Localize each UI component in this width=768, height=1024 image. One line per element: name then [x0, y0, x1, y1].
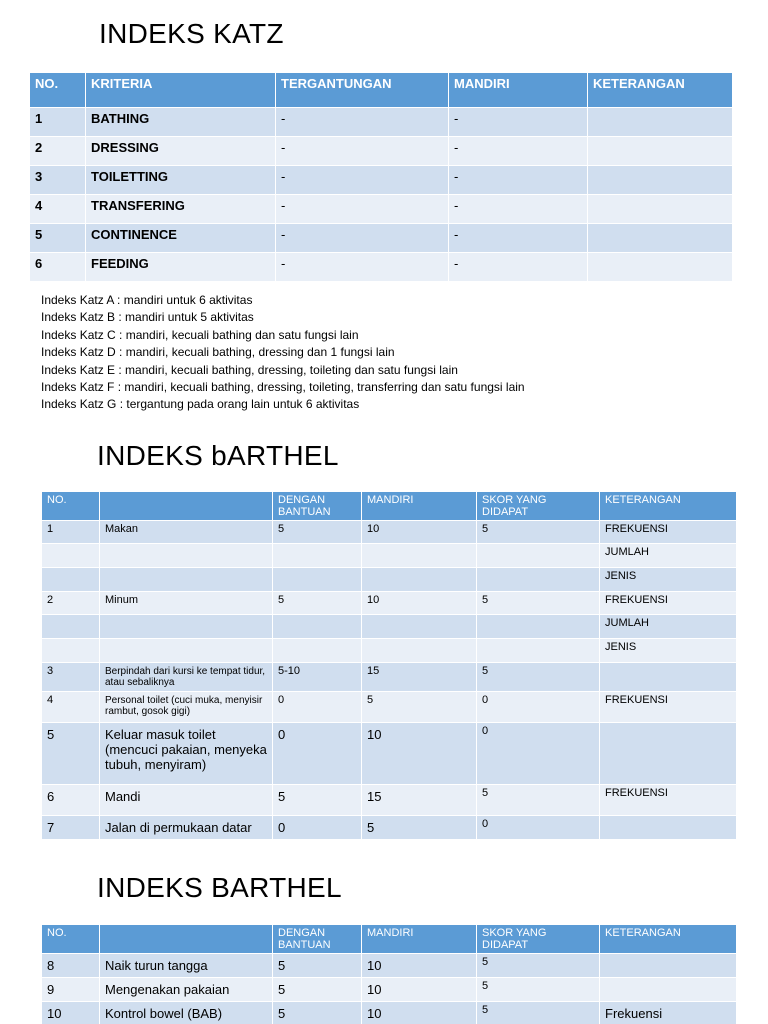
- cell-tergantungan: -: [276, 195, 449, 224]
- cell-mandiri: 5: [362, 692, 477, 723]
- table-row: [42, 785, 737, 816]
- header-dengan-bantuan: DENGAN BANTUAN: [273, 492, 362, 521]
- cell-skor: 5: [477, 785, 600, 816]
- cell-no: 2: [30, 137, 86, 166]
- table-row: [42, 639, 737, 663]
- cell-item: Mandi: [100, 785, 273, 816]
- cell-keterangan: FREKUENSI: [600, 692, 737, 723]
- note-line: Indeks Katz F : mandiri, kecuali bathing, dressing, toileting, transferring dan satu fungsi lain: [41, 380, 525, 395]
- cell-keterangan: [600, 816, 737, 840]
- cell-kriteria: TRANSFERING: [86, 195, 276, 224]
- cell-item: Naik turun tangga: [100, 954, 273, 978]
- header-skor: SKOR YANG DIDAPAT: [477, 492, 600, 521]
- note-line: Indeks Katz D : mandiri, kecuali bathing, dressing dan 1 fungsi lain: [41, 345, 395, 360]
- cell-keterangan: JUMLAH: [600, 615, 737, 639]
- barthel-table-1: [41, 491, 737, 840]
- cell-mandiri: [362, 615, 477, 639]
- barthel1-title: INDEKS bARTHEL: [97, 440, 339, 471]
- header-mandiri: MANDIRI: [449, 73, 588, 108]
- cell-no: 3: [42, 663, 100, 692]
- cell-no: 10: [42, 1002, 100, 1024]
- header-keterangan: KETERANGAN: [600, 925, 737, 954]
- cell-mandiri: -: [449, 224, 588, 253]
- barthel1-header-row: [42, 492, 737, 521]
- cell-keterangan: FREKUENSI: [600, 592, 737, 615]
- table-row: [42, 978, 737, 1002]
- note-line: Indeks Katz G : tergantung pada orang lain untuk 6 aktivitas: [41, 397, 360, 412]
- cell-item: [100, 639, 273, 663]
- table-row: [42, 816, 737, 840]
- cell-skor: 5: [477, 1002, 600, 1024]
- cell-skor: 0: [477, 816, 600, 840]
- cell-no: 8: [42, 954, 100, 978]
- cell-keterangan: [600, 954, 737, 978]
- cell-item: [100, 544, 273, 568]
- cell-mandiri: 15: [362, 785, 477, 816]
- cell-skor: [477, 615, 600, 639]
- header-no: NO.: [30, 73, 86, 108]
- cell-kriteria: CONTINENCE: [86, 224, 276, 253]
- header-item: [100, 925, 273, 954]
- cell-skor: [477, 639, 600, 663]
- cell-mandiri: [362, 568, 477, 592]
- cell-mandiri: [362, 544, 477, 568]
- cell-skor: 0: [477, 723, 600, 785]
- table-row: [42, 544, 737, 568]
- cell-keterangan: JENIS: [600, 568, 737, 592]
- cell-skor: 5: [477, 521, 600, 544]
- cell-dengan-bantuan: [273, 639, 362, 663]
- cell-keterangan: [600, 723, 737, 785]
- cell-dengan-bantuan: 0: [273, 723, 362, 785]
- cell-dengan-bantuan: 5: [273, 1002, 362, 1024]
- cell-keterangan: Frekuensi: [600, 1002, 737, 1024]
- cell-item: Berpindah dari kursi ke tempat tidur, atau sebaliknya: [100, 663, 273, 692]
- cell-skor: [477, 568, 600, 592]
- cell-dengan-bantuan: 0: [273, 816, 362, 840]
- cell-no: 9: [42, 978, 100, 1002]
- barthel2-title: INDEKS BARTHEL: [97, 872, 342, 903]
- cell-mandiri: 15: [362, 663, 477, 692]
- cell-dengan-bantuan: 5: [273, 978, 362, 1002]
- table-row: [42, 1002, 737, 1024]
- cell-tergantungan: -: [276, 137, 449, 166]
- cell-dengan-bantuan: 5-10: [273, 663, 362, 692]
- cell-no: 6: [42, 785, 100, 816]
- cell-item: Makan: [100, 521, 273, 544]
- cell-no: [42, 639, 100, 663]
- cell-no: 5: [42, 723, 100, 785]
- note-line: Indeks Katz A : mandiri untuk 6 aktivitas: [41, 293, 253, 307]
- table-row: [30, 195, 733, 224]
- cell-no: 6: [30, 253, 86, 282]
- header-mandiri: MANDIRI: [362, 925, 477, 954]
- cell-keterangan: [588, 166, 733, 195]
- cell-item: Keluar masuk toilet (mencuci pakaian, menyeka tubuh, menyiram): [100, 723, 273, 785]
- cell-keterangan: FREKUENSI: [600, 785, 737, 816]
- cell-skor: 5: [477, 592, 600, 615]
- cell-mandiri: 5: [362, 816, 477, 840]
- table-row: [42, 954, 737, 978]
- table-row: [42, 692, 737, 723]
- header-item: [100, 492, 273, 521]
- header-dengan-bantuan: DENGAN BANTUAN: [273, 925, 362, 954]
- katz-notes: [41, 292, 525, 414]
- cell-skor: [477, 544, 600, 568]
- cell-kriteria: BATHING: [86, 108, 276, 137]
- cell-keterangan: [588, 224, 733, 253]
- cell-no: [42, 615, 100, 639]
- cell-item: Jalan di permukaan datar: [100, 816, 273, 840]
- cell-skor: 5: [477, 663, 600, 692]
- katz-title: INDEKS KATZ: [99, 18, 284, 49]
- cell-keterangan: [600, 663, 737, 692]
- header-tergantungan: TERGANTUNGAN: [276, 73, 449, 108]
- cell-item: [100, 615, 273, 639]
- cell-item: Minum: [100, 592, 273, 615]
- cell-mandiri: -: [449, 253, 588, 282]
- cell-keterangan: [588, 253, 733, 282]
- header-mandiri: MANDIRI: [362, 492, 477, 521]
- cell-kriteria: DRESSING: [86, 137, 276, 166]
- table-row: [42, 723, 737, 785]
- header-kriteria: KRITERIA: [86, 73, 276, 108]
- cell-tergantungan: -: [276, 253, 449, 282]
- table-row: [42, 663, 737, 692]
- cell-dengan-bantuan: [273, 568, 362, 592]
- cell-tergantungan: -: [276, 108, 449, 137]
- cell-keterangan: [600, 978, 737, 1002]
- header-no: NO.: [42, 492, 100, 521]
- cell-skor: 0: [477, 692, 600, 723]
- cell-mandiri: -: [449, 166, 588, 195]
- note-line: Indeks Katz C : mandiri, kecuali bathing dan satu fungsi lain: [41, 327, 359, 342]
- table-row: [30, 224, 733, 253]
- cell-dengan-bantuan: 5: [273, 521, 362, 544]
- cell-kriteria: FEEDING: [86, 253, 276, 282]
- cell-no: 1: [42, 521, 100, 544]
- cell-no: 2: [42, 592, 100, 615]
- table-row: [30, 108, 733, 137]
- header-skor: SKOR YANG DIDAPAT: [477, 925, 600, 954]
- cell-no: 3: [30, 166, 86, 195]
- cell-keterangan: FREKUENSI: [600, 521, 737, 544]
- cell-keterangan: JUMLAH: [600, 544, 737, 568]
- cell-item: [100, 568, 273, 592]
- cell-dengan-bantuan: [273, 544, 362, 568]
- cell-dengan-bantuan: 0: [273, 692, 362, 723]
- cell-keterangan: JENIS: [600, 639, 737, 663]
- cell-mandiri: -: [449, 195, 588, 224]
- cell-kriteria: TOILETTING: [86, 166, 276, 195]
- cell-item: Mengenakan pakaian: [100, 978, 273, 1002]
- cell-tergantungan: -: [276, 224, 449, 253]
- header-no: NO.: [42, 925, 100, 954]
- note-line: Indeks Katz B : mandiri untuk 5 aktivitas: [41, 310, 254, 325]
- cell-no: 1: [30, 108, 86, 137]
- cell-mandiri: 10: [362, 954, 477, 978]
- header-keterangan: KETERANGAN: [588, 73, 733, 108]
- barthel-table-2: [41, 924, 737, 1024]
- table-row: [42, 615, 737, 639]
- cell-keterangan: [588, 195, 733, 224]
- cell-mandiri: [362, 639, 477, 663]
- cell-tergantungan: -: [276, 166, 449, 195]
- cell-mandiri: -: [449, 137, 588, 166]
- cell-item: Personal toilet (cuci muka, menyisir rambut, gosok gigi): [100, 692, 273, 723]
- table-row: [30, 253, 733, 282]
- cell-keterangan: [588, 137, 733, 166]
- cell-dengan-bantuan: 5: [273, 785, 362, 816]
- cell-keterangan: [588, 108, 733, 137]
- katz-header-row: [30, 73, 733, 108]
- cell-no: 7: [42, 816, 100, 840]
- cell-no: [42, 544, 100, 568]
- cell-no: 4: [30, 195, 86, 224]
- table-row: [30, 137, 733, 166]
- cell-mandiri: -: [449, 108, 588, 137]
- cell-dengan-bantuan: [273, 615, 362, 639]
- cell-dengan-bantuan: 5: [273, 954, 362, 978]
- table-row: [42, 568, 737, 592]
- cell-no: [42, 568, 100, 592]
- cell-item: Kontrol bowel (BAB): [100, 1002, 273, 1024]
- table-row: [42, 592, 737, 615]
- cell-mandiri: 10: [362, 723, 477, 785]
- barthel2-header-row: [42, 925, 737, 954]
- cell-dengan-bantuan: 5: [273, 592, 362, 615]
- note-line: Indeks Katz E : mandiri, kecuali bathing, dressing, toileting dan satu fungsi lain: [41, 362, 458, 377]
- cell-mandiri: 10: [362, 592, 477, 615]
- table-row: [30, 166, 733, 195]
- cell-skor: 5: [477, 954, 600, 978]
- cell-mandiri: 10: [362, 1002, 477, 1024]
- cell-no: 4: [42, 692, 100, 723]
- cell-no: 5: [30, 224, 86, 253]
- katz-table: [29, 72, 733, 282]
- cell-mandiri: 10: [362, 978, 477, 1002]
- cell-mandiri: 10: [362, 521, 477, 544]
- table-row: [42, 521, 737, 544]
- header-keterangan: KETERANGAN: [600, 492, 737, 521]
- cell-skor: 5: [477, 978, 600, 1002]
